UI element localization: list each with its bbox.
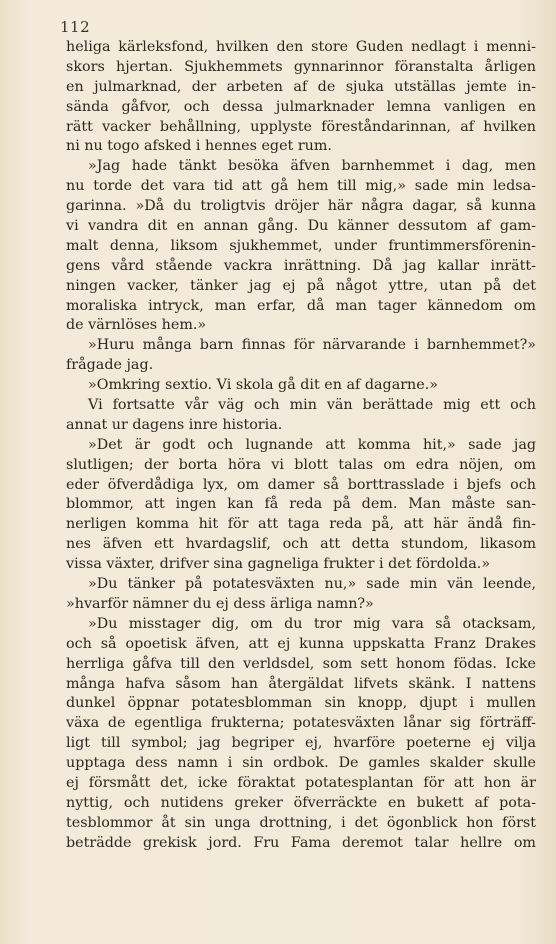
text-line: nerligen komma hit för att taga reda på, att här ändå fin- [66, 516, 536, 533]
text-line: »Du misstager dig, om du tror mig vara så otacksam, [88, 615, 536, 632]
text-line: gens vård stående vackra inrättning. Då jag kallar inrätt- [66, 257, 536, 274]
text-line: slutligen; der borta höra vi blott talas om edra nöjen, om [66, 456, 536, 473]
text-line: dunkel öppnar potatesblomman sin knopp, djupt i mullen [66, 695, 536, 712]
body-text [66, 38, 536, 854]
text-line: ningen vacker, tänker jag ej på något yttre, utan på det [66, 277, 536, 294]
text-line: »Huru många barn finnas för närvarande i barnhemmet?» [88, 337, 536, 354]
text-line: många hafva såsom han återgäldat lifvets skänk. I nattens [66, 675, 536, 692]
text-line: heliga kärleksfond, hvilken den store Guden nedlagt i menni- [66, 39, 536, 55]
text-line: tesblommor åt sin unga drottning, i det ögonblick hon först [66, 814, 536, 831]
text-line: växa de egentliga frukterna; potatesväxten lånar sig förträff- [66, 715, 536, 732]
text-line: »Du tänker på potatesväxten nu,» sade min vän leende, [88, 576, 536, 593]
text-line: blommor, att ingen kan få reda på dem. Man måste san- [66, 496, 536, 513]
text-line: ni nu togo afsked i hennes eget rum. [66, 138, 332, 155]
text-line: »Omkring sextio. Vi skola gå dit en af dagarne.» [88, 377, 439, 394]
text-line: »hvarför nämner du ej dess ärliga namn?» [66, 595, 374, 612]
text-line: rätt vacker behållning, upplyste föreståndarinnan, af hvilken [66, 118, 536, 135]
text-line: malt denna, liksom sjukhemmet, under fruntimmersförenin- [66, 237, 536, 254]
text-line: de värnlöses hem.» [66, 317, 207, 334]
text-line: ej försmått det, icke föraktat potatesplantan för att hon är [66, 774, 536, 791]
page-number: 112 [60, 18, 91, 36]
text-line: sända gåfvor, och dessa julmarknader lemna vanligen en [66, 98, 536, 115]
text-line: garinna. »Då du troligtvis dröjer här några dagar, så kunna [66, 198, 536, 215]
text-line: en julmarknad, der arbeten af de sjuka utställas jemte in- [66, 78, 536, 95]
text-line: upptaga dess namn i sin ordbok. De gamles skalder skulle [66, 755, 536, 772]
text-line: Vi fortsatte vår väg och min vän berättade mig ett och [88, 397, 536, 414]
text-line: eder öfverdådiga lyx, om damer så borttrasslade i bjefs och [66, 476, 536, 493]
text-line: frågade jag. [66, 357, 154, 374]
text-line: »Jag hade tänkt besöka äfven barnhemmet i dag, men [88, 158, 536, 175]
text-line: nes äfven ett hvardagslif, och att detta stundom, likasom [66, 536, 536, 553]
text-line: och så opoetisk äfven, att ej kunna uppskatta Franz Drakes [66, 635, 536, 652]
text-line: vissa växter, drifver sina gagneliga frukter i det fördolda.» [66, 556, 491, 573]
text-line: vi vandra dit en annan gång. Du känner dessutom af gam- [66, 218, 536, 235]
text-line: moraliska intryck, man erfar, då man tager kännedom om [66, 297, 536, 314]
text-line: nyttig, och nutidens greker öfverräckte en bukett af pota- [66, 794, 536, 811]
text-line: »Det är godt och lugnande att komma hit,» sade jag [88, 436, 536, 453]
text-line: annat ur dagens inre historia. [66, 416, 283, 433]
text-line: beträdde grekisk jord. Fru Fama deremot talar hellre om [66, 834, 536, 851]
text-line: nu torde det vara tid att gå hem till mig,» sade min ledsa- [66, 178, 536, 195]
text-line: skors hjertan. Sjukhemmets gynnarinnor föranstalta årligen [66, 58, 536, 75]
text-line: ligt till symbol; jag begriper ej, hvarföre poeterne ej vilja [66, 735, 536, 752]
text-line: herrliga gåfva till den verldsdel, som sett honom födas. Icke [66, 655, 536, 672]
